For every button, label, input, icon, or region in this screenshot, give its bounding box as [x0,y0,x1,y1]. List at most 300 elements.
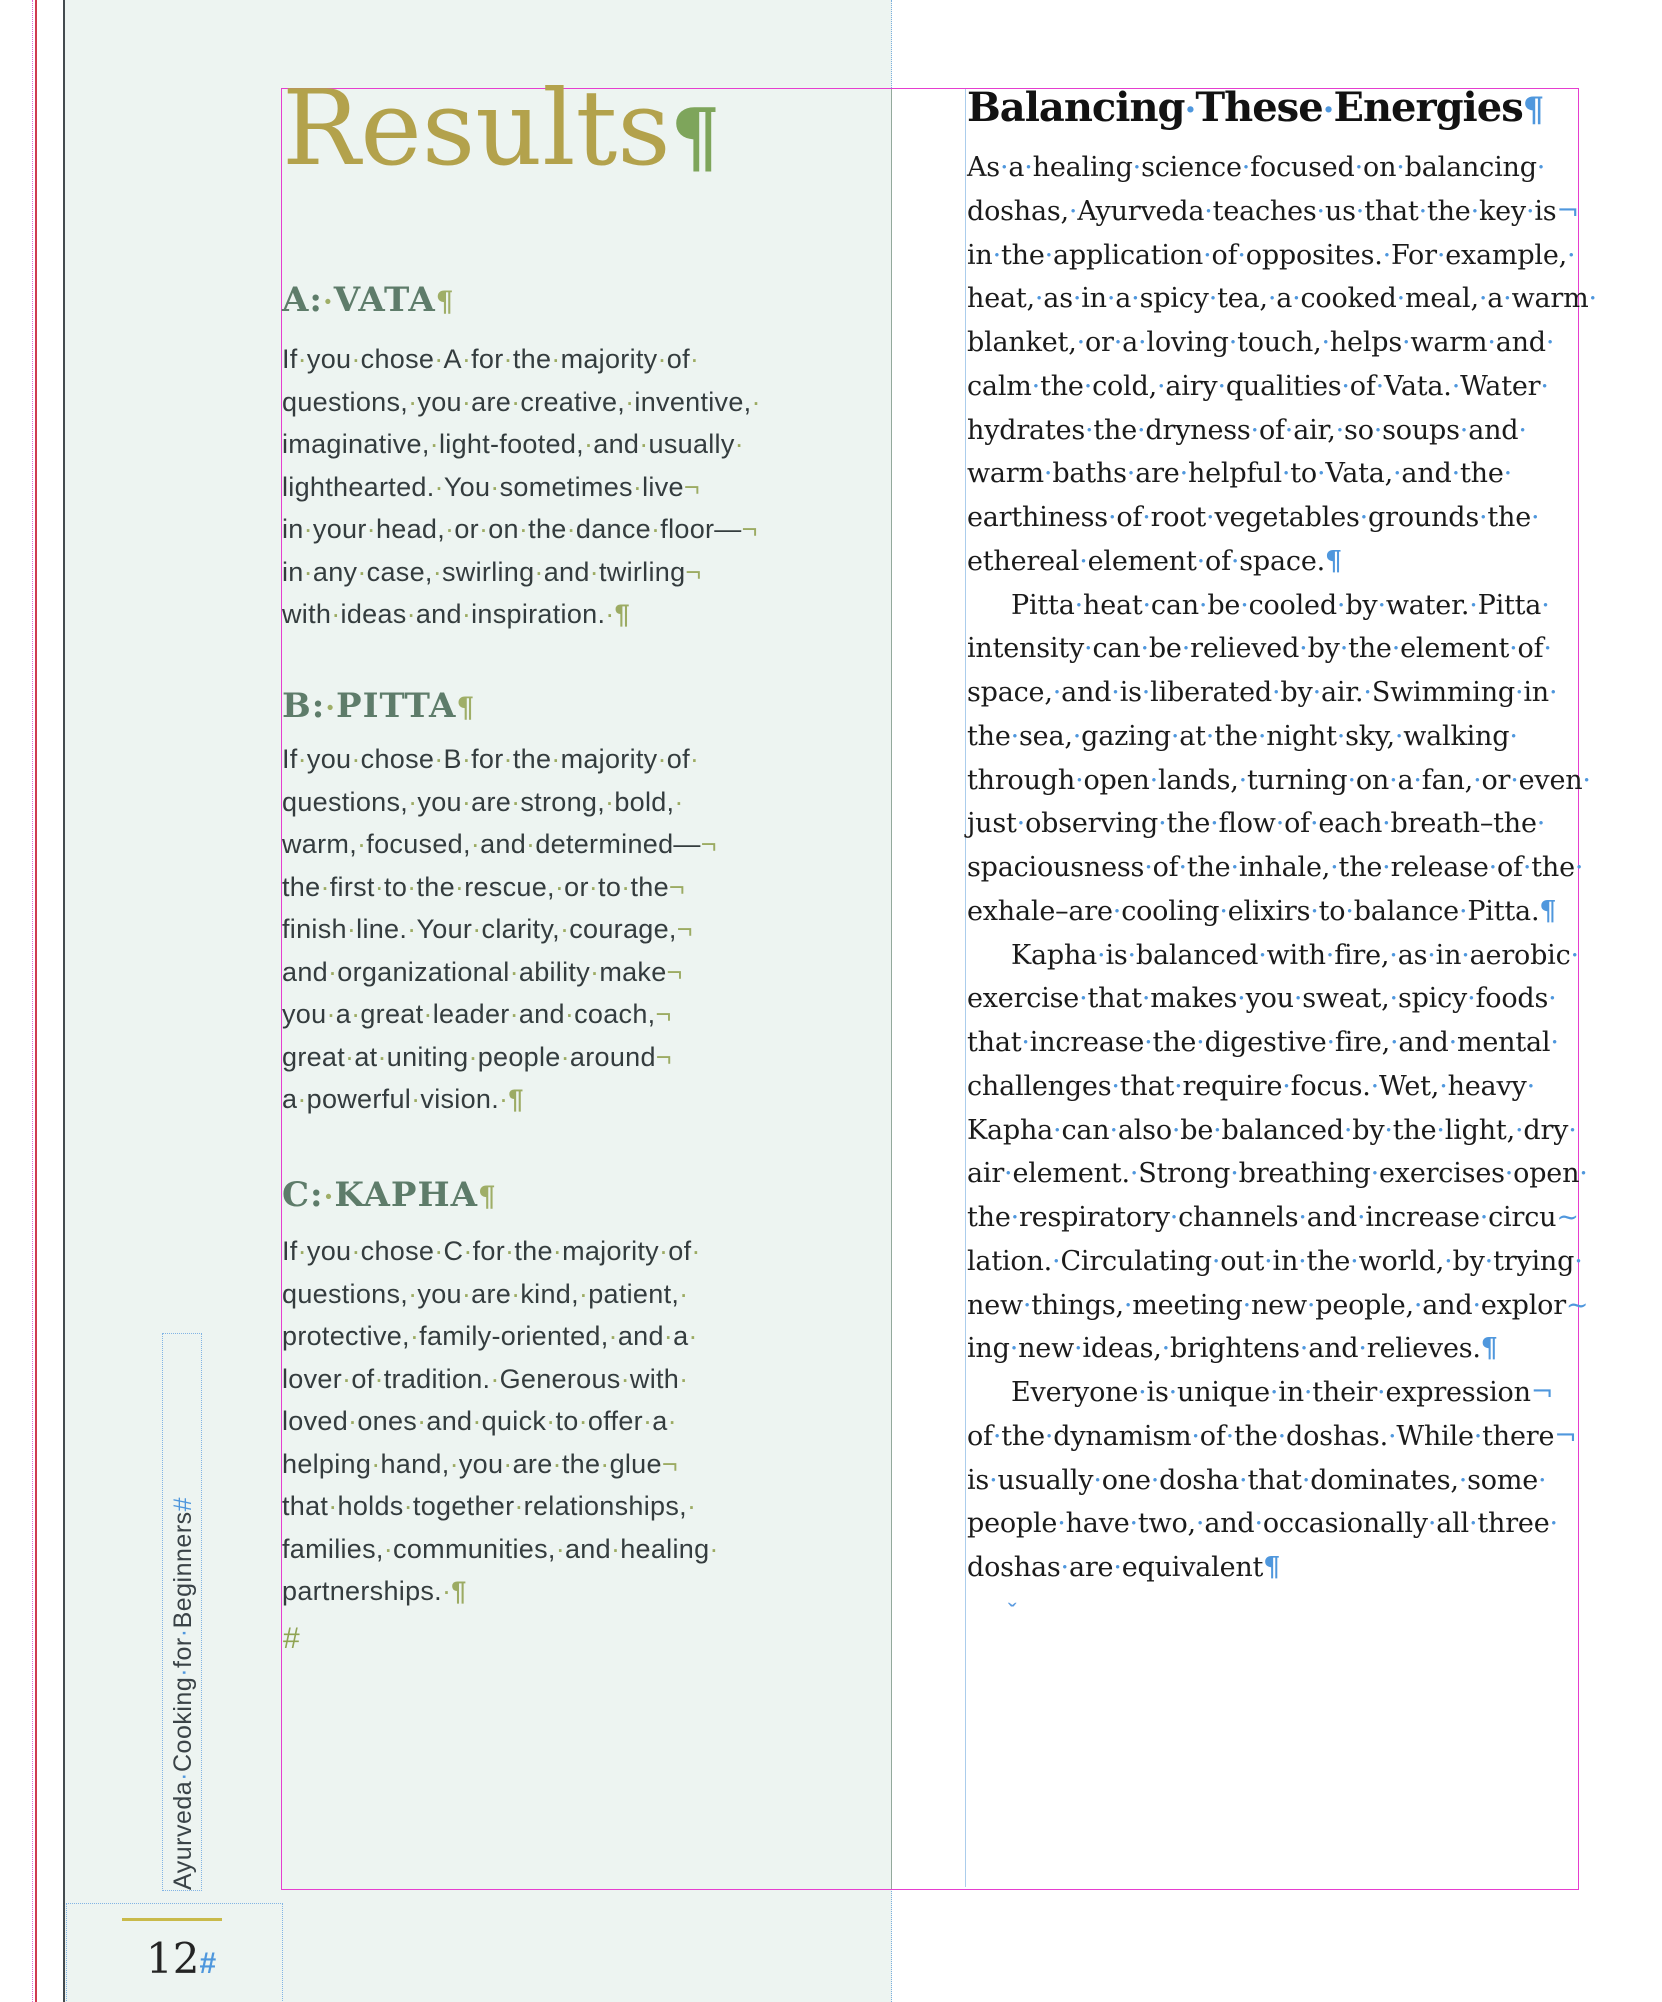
hidden-char: · [323,1180,335,1213]
hidden-char: · [518,514,529,544]
hidden-char: · [1545,327,1555,358]
hidden-char: · [408,786,418,817]
text-line: If·you·chose·C·for·the·majority·of· [282,1236,701,1266]
hidden-char: · [1203,239,1212,271]
hidden-char: · [1461,939,1470,971]
hidden-char: · [621,871,631,902]
hidden-char: · [1141,677,1151,708]
hidden-char: ¶ [1539,895,1557,927]
hidden-char: · [1341,370,1350,402]
hidden-char: · [1579,1158,1588,1190]
hidden-char: · [1472,1289,1481,1321]
page-edge-line [63,0,65,2002]
hidden-char: · [1330,852,1339,883]
hidden-char: · [1060,1552,1069,1583]
hidden-char: · [429,429,439,459]
hidden-char: · [408,1278,418,1309]
text-line: As·a·healing·science·focused·on·balancing· [967,152,1546,183]
hidden-char: · [1195,1508,1205,1540]
hidden-char: · [1299,1333,1309,1365]
hidden-char: · [1588,283,1597,315]
text-line: the·respiratory·channels·and·increase·circu~ [967,1202,1579,1233]
hidden-char: · [1509,633,1518,665]
hidden-char: · [1213,1114,1222,1146]
hidden-char: · [1031,370,1041,402]
text-line: If·you·chose·B·for·the·majority·of· [282,744,700,774]
hidden-char: · [441,1576,452,1606]
hidden-char: · [1393,458,1402,490]
hidden-char: ¬ [700,829,717,859]
hidden-char: · [1470,195,1479,227]
hidden-char: · [1336,720,1346,752]
hidden-char: · [546,1406,556,1436]
text-line: Pitta·heat·can·be·cooled·by·water.·Pitta· [1011,589,1550,621]
hidden-char: · [992,239,1002,271]
hidden-char: · [1075,764,1084,796]
hidden-char: · [1068,195,1078,227]
hidden-char: · [1326,1027,1335,1058]
hidden-char: · [1021,1027,1030,1058]
hidden-char: · [1181,633,1191,665]
hidden-char: · [383,1533,394,1564]
hidden-char: ¬ [666,956,683,987]
hidden-char: ¬ [661,1448,678,1479]
hidden-char: · [1208,283,1218,315]
overset-indicator-icon: ˇ [1008,1598,1017,1628]
hidden-char: ¬ [685,556,702,587]
text-line: questions,·you·are·kind,·patient,· [282,1278,689,1309]
hidden-char: · [657,344,667,374]
hidden-char: · [1567,239,1576,271]
text-line: through·open·lands,·turning·on·a·fan,·or·even· [967,764,1591,796]
hidden-char: · [1343,1114,1353,1146]
hidden-char: · [1382,239,1391,271]
hidden-char: ¶ [508,1084,524,1114]
hidden-char: · [490,1363,500,1394]
hidden-char: · [1043,458,1053,490]
hidden-char: · [1510,764,1519,796]
hidden-char: · [1272,677,1281,708]
hidden-char: · [407,914,417,944]
hidden-char: · [1085,414,1094,446]
section-heading-balancing-energies[interactable]: Balancing·These·Energies¶ [967,84,1544,131]
hidden-char: · [461,386,472,417]
hidden-char: · [1109,1114,1118,1146]
hidden-char: · [345,1041,355,1072]
hidden-char: · [1389,983,1398,1015]
hidden-char: · [417,1406,427,1436]
hidden-char: · [1363,677,1372,708]
hidden-char: ¬ [1554,1420,1577,1452]
hidden-char: · [432,556,442,587]
hidden-char: · [1299,633,1308,665]
hidden-char: · [1230,545,1240,577]
text-line: doshas,·Ayurveda·teaches·us·that·the·key·is¬ [967,195,1579,227]
hidden-char: · [1267,283,1277,315]
hidden-char: · [1184,90,1196,130]
hidden-char: · [1370,1070,1380,1102]
hidden-char: · [1225,1420,1235,1452]
text-line: and·organizational·ability·make¬ [282,956,683,987]
hidden-char: · [1191,1420,1200,1452]
hidden-char: · [445,514,455,544]
hidden-char: · [1377,589,1386,621]
hidden-char: · [590,956,600,987]
hidden-char: · [1531,502,1540,533]
hidden-char: · [751,386,761,417]
text-line: If·you·chose·A·for·the·majority·of· [282,344,700,374]
hidden-char: · [1257,720,1267,752]
hidden-char: · [327,956,338,987]
page-title-results[interactable]: Results¶ [282,67,721,189]
hidden-char: ¶ [1480,1333,1498,1365]
hidden-char: · [434,744,444,774]
hidden-char: · [610,1533,621,1564]
hidden-char: · [1389,939,1398,971]
hidden-char: · [1373,414,1383,446]
section-heading-vata[interactable]: A:·VATA¶ [282,280,455,320]
hidden-char: · [578,1278,589,1309]
hidden-char: · [686,1491,697,1521]
hidden-char: · [303,556,313,587]
hidden-char: · [1238,764,1248,796]
hidden-char: · [1488,852,1497,883]
hidden-char: · [1484,1245,1494,1277]
hidden-char: ¬ [741,514,758,544]
hidden-char: · [490,471,500,502]
hidden-char: · [1132,152,1142,183]
hidden-char: · [1377,1377,1386,1408]
hidden-char: · [605,599,615,629]
hidden-char: · [999,152,1009,183]
hidden-char: · [600,1448,610,1479]
text-line: people·have·two,·and·occasionally·all·three· [967,1508,1558,1540]
hidden-char: · [1113,327,1123,358]
hidden-char: · [1277,1420,1287,1452]
section-body-vata[interactable] [282,338,761,636]
hidden-char: · [1053,1114,1062,1146]
hidden-char: · [1518,414,1527,446]
hidden-char: · [1538,1464,1547,1496]
hidden-char: · [1504,1158,1514,1190]
text-line: lation.·Circulating·out·in·the·world,·by·trying· [967,1245,1583,1277]
hidden-char: · [1543,633,1552,665]
text-line: space,·and·is·liberated·by·air.·Swimming·in· [967,677,1558,708]
hidden-char: · [1394,720,1404,752]
hidden-char: · [1570,939,1579,971]
hidden-char: · [1179,458,1188,490]
hidden-char: · [1451,458,1460,490]
hidden-char: · [554,871,565,902]
hidden-char: · [650,514,661,544]
hidden-char: · [526,829,536,859]
hidden-char: · [1149,764,1158,796]
hidden-char: · [454,871,465,902]
hidden-char: · [1503,458,1512,490]
hidden-char: · [1239,1464,1248,1496]
hidden-char: · [992,1420,1002,1452]
hidden-char: · [1382,852,1391,883]
hidden-char: · [503,1448,513,1479]
text-line: heat,·as·in·a·spicy·tea,·a·cooked·meal,·a·warm· [967,283,1597,315]
hidden-char: · [1074,589,1083,621]
section-heading-pitta[interactable]: B:·PITTA¶ [282,686,476,726]
hidden-char: · [1123,1289,1133,1321]
hidden-char: · [1111,1070,1120,1102]
hidden-char: · [503,344,513,374]
hidden-char: · [1137,414,1146,446]
hidden-char: · [1111,677,1120,708]
hidden-char: ¬ [655,999,672,1029]
hidden-char: · [1168,1377,1177,1408]
text-line: in·your·head,·or·on·the·dance·floor—¬ [282,514,758,544]
hidden-char: · [534,556,544,587]
text-line: blanket,·or·a·loving·touch,·helps·warm·and· [967,327,1555,358]
hidden-char: · [1269,1377,1279,1408]
text-line: warm,·focused,·and·determined—¬ [282,829,717,859]
hidden-char: · [1171,1114,1181,1146]
hidden-char: · [1210,808,1219,840]
hidden-char: · [408,386,418,417]
hidden-char: · [499,1084,509,1114]
section-body-kapha[interactable] [282,1230,719,1613]
hidden-char: · [1142,589,1151,621]
hidden-char: · [564,999,575,1029]
hidden-char: · [470,829,481,859]
hidden-char: · [1514,677,1524,708]
hidden-char: · [328,1491,338,1521]
hidden-char: · [1228,327,1238,358]
hidden-char: · [560,1041,570,1072]
hidden-char: · [989,1464,998,1496]
hidden-char: · [1370,1158,1380,1190]
hidden-char: · [1178,852,1187,883]
text-line: warm·baths·are·helpful·to·Vata,·and·the· [967,458,1512,490]
hidden-char: · [297,744,307,774]
hidden-char: · [688,1321,698,1351]
hidden-char: · [1550,1027,1559,1058]
hidden-char: · [1526,1070,1535,1102]
hidden-char: · [1358,1333,1367,1365]
text-line: of·the·dynamism·of·the·doshas.·While·there¬ [967,1420,1577,1452]
hidden-char: · [1478,283,1488,315]
text-line: spaciousness·of·the·inhale,·the·release·of·the· [967,852,1584,883]
hidden-char: · [1436,1114,1445,1146]
hidden-char: · [1487,327,1496,358]
hidden-char: · [1479,502,1488,533]
text-line: the·first·to·the·rescue,·or·to·the¬ [282,871,685,902]
text-line: in·the·application·of·opposites.·For·example,· [967,239,1576,271]
hidden-char: · [1141,983,1151,1015]
hidden-char: · [1144,1027,1153,1058]
hidden-char: · [505,1236,515,1266]
hidden-char: ¬ [1556,195,1579,227]
hidden-char: · [1350,1245,1359,1277]
hidden-char: · [1418,195,1427,227]
hidden-char: · [1112,895,1122,927]
text-line: imaginative,·light-footed,·and·usually· [282,429,744,459]
hidden-char: · [1131,283,1140,315]
hidden-char: · [1079,983,1088,1015]
hidden-char: ¶ [435,285,455,318]
hidden-char: · [1024,152,1033,183]
hidden-char: · [689,744,700,774]
hidden-char: ¶ [1522,90,1544,130]
hidden-char: · [1150,1464,1160,1496]
section-body-pitta[interactable] [282,738,717,1121]
hidden-char: · [1258,939,1267,971]
hidden-char: · [434,471,444,502]
hidden-char: · [472,1406,482,1436]
hidden-char: · [449,1448,459,1479]
hidden-char: · [1009,1333,1019,1365]
text-line: that·holds·together·relationships,· [282,1491,697,1521]
hidden-char: · [406,599,416,629]
hidden-char: ¶ [1263,1552,1281,1583]
hidden-char: ¶ [1325,545,1342,577]
text-line: Kapha·can·also·be·balanced·by·the·light,·dry· [967,1114,1577,1146]
hidden-char: · [588,871,599,902]
hidden-char: · [463,1236,473,1266]
hidden-char: ¬ [655,1041,672,1072]
hidden-char: · [1339,633,1349,665]
hidden-char: · [1057,1508,1066,1540]
hidden-char: · [1140,633,1149,665]
text-line: exercise·that·makes·you·sweat,·spicy·foods· [967,983,1557,1015]
hidden-char: · [1241,152,1251,183]
hidden-char: · [169,1772,197,1781]
hidden-char: · [374,1363,384,1394]
hidden-char: · [1354,152,1364,183]
hidden-char: · [1345,895,1354,927]
hidden-char: · [1170,720,1180,752]
hidden-char: · [1198,589,1208,621]
hidden-char: · [1237,983,1246,1015]
hidden-char: · [559,914,570,944]
hidden-char: · [1106,283,1116,315]
hidden-char: · [351,744,361,774]
section-body-balancing-energies[interactable] [967,146,1597,1590]
text-line: calm·the·cold,·airy·qualities·of·Vata.·Water· [967,370,1549,402]
hidden-char: · [605,786,615,817]
hidden-char: · [434,1236,444,1266]
text-line: challenges·that·require·focus.·Wet,·heavy· [967,1070,1535,1102]
folio-gold-rule [122,1918,222,1921]
text-line: hydrates·the·dryness·of·air,·so·soups·and· [967,414,1527,446]
hidden-char: · [620,1363,630,1394]
hidden-char: · [1568,1114,1577,1146]
hidden-char: · [1582,764,1591,796]
hidden-char: · [346,914,357,944]
hidden-char: · [1292,283,1301,315]
section-heading-kapha[interactable]: C:·KAPHA¶ [282,1175,497,1215]
hidden-char: · [1129,1508,1138,1540]
hidden-char: · [1309,808,1319,840]
hidden-char: · [1384,1114,1393,1146]
hidden-char: · [1413,1289,1423,1321]
hidden-char: · [1144,852,1153,883]
hidden-char: · [1275,808,1285,840]
page-number[interactable]: 12# [146,1934,217,1983]
hidden-char: · [1321,327,1330,358]
hidden-char: · [734,429,744,459]
hidden-char: · [1284,414,1294,446]
hidden-char: · [1389,764,1398,796]
hidden-char: · [1536,152,1546,183]
hidden-char: · [1126,458,1136,490]
hidden-char: · [1387,1420,1397,1452]
hidden-char: · [366,514,376,544]
hidden-char: · [1458,1464,1468,1496]
hidden-char: · [1230,1158,1239,1190]
hidden-char: · [1306,1289,1316,1321]
text-line: earthiness·of·root·vegetables·grounds·the· [967,502,1540,533]
text-line: Everyone·is·unique·in·their·expression¬ [1011,1377,1554,1408]
hidden-char: · [511,786,521,817]
hidden-char: · [555,1533,565,1564]
hidden-char: · [1522,852,1532,883]
hidden-char: · [434,344,444,374]
hidden-char: · [1469,1508,1478,1540]
hidden-char: · [1413,764,1422,796]
hidden-char: · [377,1041,387,1072]
hidden-char: · [1174,1070,1183,1102]
hidden-char: · [1206,502,1215,533]
hidden-char: · [1138,327,1147,358]
hidden-char: · [1004,1158,1013,1190]
text-line: finish·line.·Your·clarity,·courage,¬ [282,914,693,944]
text-line: new·things,·meeting·new·people,·and·explor~ [967,1289,1589,1321]
hidden-char: · [1230,852,1239,883]
hidden-char: · [1204,195,1213,227]
text-line: air·element.·Strong·breathing·exercises·open· [967,1158,1588,1190]
hidden-char: · [1142,502,1151,533]
hidden-char: · [1016,808,1026,840]
hidden-char: · [461,786,472,817]
hidden-char: · [371,1448,381,1479]
hidden-char: · [552,1448,562,1479]
hidden-char: · [357,556,367,587]
hidden-char: · [632,471,643,502]
text-line: intensity·can·be·relieved·by·the·element·of· [967,633,1552,665]
hidden-char: · [326,999,336,1029]
hidden-char: ¬ [676,914,693,944]
hidden-char: · [1548,677,1558,708]
sidebar-book-title[interactable]: Ayurveda·Cooking·for·Beginners# [169,1496,197,1890]
hidden-char: · [1402,327,1411,358]
hidden-char: · [331,599,341,629]
hidden-char: · [1310,895,1319,927]
text-line: is·usually·one·dosha·that·dominates,·some· [967,1464,1547,1496]
hidden-char: · [1473,764,1482,796]
hidden-char: · [1034,283,1044,315]
hidden-char: · [639,429,649,459]
hidden-char: · [1514,1114,1524,1146]
hidden-char: · [1044,239,1054,271]
hidden-char: · [691,1236,701,1266]
hidden-char: · [1355,195,1365,227]
hidden-char: ¬ [1530,1377,1554,1408]
hidden-char: · [1169,1202,1179,1233]
hidden-char: · [1282,1070,1291,1102]
hidden-char: · [509,956,519,987]
hidden-char: · [667,1406,677,1436]
hidden-char: · [1138,1377,1147,1408]
text-line: a·powerful·vision.·¶ [282,1084,524,1114]
hidden-char: · [583,429,594,459]
hidden-char: · [1396,152,1405,183]
hidden-char: · [325,691,337,724]
